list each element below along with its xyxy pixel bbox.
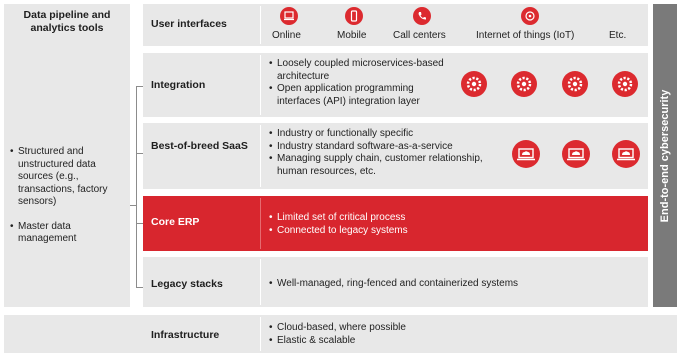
row-label-legacy: Legacy stacks <box>151 278 223 290</box>
row-label-best-of-breed: Best-of-breed SaaS <box>151 140 248 152</box>
integration-bullets <box>269 58 449 108</box>
connector-saas <box>136 153 143 154</box>
row-divider <box>260 55 261 115</box>
left-bullet: • Master data management <box>10 221 126 246</box>
cloud-laptop-icon <box>561 139 591 169</box>
row-divider <box>260 6 261 44</box>
channel-mobile: Mobile <box>337 30 367 41</box>
channel-etc: Etc. <box>609 30 627 41</box>
connector-legacy <box>136 287 143 288</box>
row-label-user-interfaces: User interfaces <box>151 18 227 30</box>
legacy-bullets <box>269 278 639 291</box>
phone-call-icon <box>413 7 431 25</box>
row-divider <box>260 198 261 249</box>
channel-online: Online <box>272 30 301 41</box>
legacy-bullet: • Well-managed, ring-fenced and containerized systems <box>269 278 639 291</box>
gear-icon <box>611 70 639 98</box>
row-label-integration: Integration <box>151 79 206 91</box>
cloud-laptop-icon <box>611 139 641 169</box>
erp-bullet: • Limited set of critical process <box>269 212 489 225</box>
row-label-core-erp: Core ERP <box>151 216 200 228</box>
saas-bullets <box>269 128 491 178</box>
integration-bullet: • Loosely coupled microservices-based architecture <box>269 58 449 83</box>
left-bullet: • Structured and unstructured data sources (e.g., transactions, factory sensors) <box>10 146 126 209</box>
integration-bullet: • Open application programming interfaces (API) integration layer <box>269 83 449 108</box>
gear-icon <box>460 70 488 98</box>
cybersecurity-bar <box>653 4 677 307</box>
left-panel-title: Data pipeline and analytics tools <box>23 9 111 34</box>
erp-bullets <box>269 212 489 237</box>
infrastructure-bullet: • Cloud-based, where possible <box>269 322 489 335</box>
row-divider <box>260 125 261 187</box>
connector-erp <box>136 223 143 224</box>
saas-bullet: • Industry standard software-as-a-service <box>269 141 491 154</box>
gear-icon <box>510 70 538 98</box>
connector-integration <box>136 86 143 87</box>
saas-bullet: • Managing supply chain, customer relationship, human resources, etc. <box>269 153 491 178</box>
left-panel-bullets <box>10 146 126 246</box>
mobile-phone-icon <box>345 7 363 25</box>
infrastructure-bullet: • Elastic & scalable <box>269 335 489 348</box>
row-divider <box>260 259 261 305</box>
cybersecurity-label: End-to-end cybersecurity <box>659 89 671 222</box>
erp-bullet: • Connected to legacy systems <box>269 225 489 238</box>
row-divider <box>260 317 261 351</box>
iot-sensor-icon <box>521 7 539 25</box>
channel-call-centers: Call centers <box>393 30 446 41</box>
saas-bullet: • Industry or functionally specific <box>269 128 491 141</box>
cloud-laptop-icon <box>511 139 541 169</box>
channel-iot: Internet of things (IoT) <box>476 30 575 41</box>
row-label-infrastructure: Infrastructure <box>151 329 220 341</box>
infrastructure-bullets <box>269 322 489 347</box>
gear-icon <box>561 70 589 98</box>
connector-vertical <box>136 86 137 288</box>
laptop-icon <box>280 7 298 25</box>
